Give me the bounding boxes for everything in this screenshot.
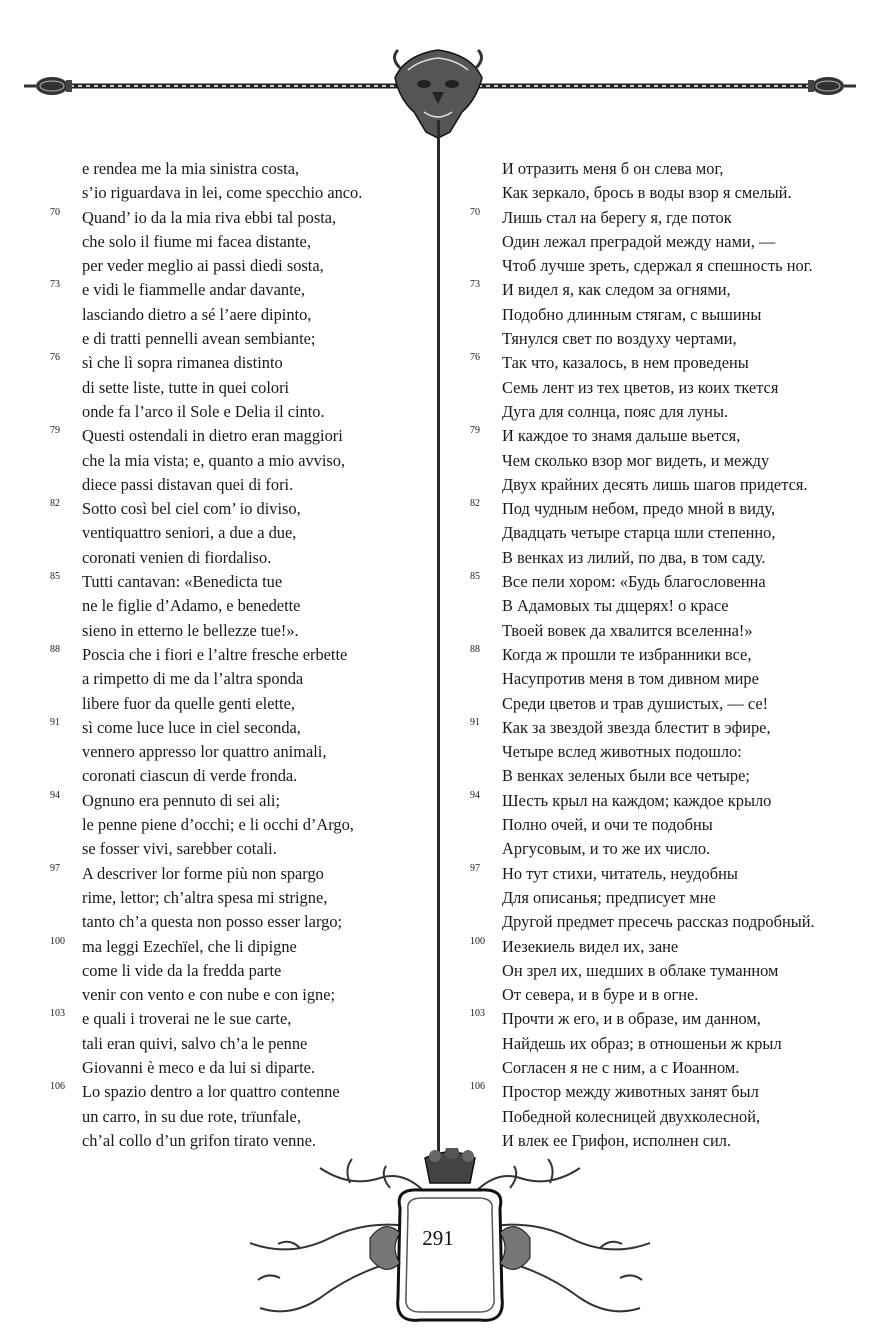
- line-number: 73: [50, 279, 60, 291]
- line-number: 94: [50, 789, 60, 801]
- russian-verse-line: [470, 400, 860, 424]
- line-number: 70: [50, 206, 60, 218]
- line-number: 88: [50, 643, 60, 655]
- verse-text: Аргусовым, и то же их число.: [502, 839, 711, 859]
- russian-verse-line: [470, 813, 860, 837]
- verse-text: Так что, казалось, в нем проведены: [502, 353, 749, 373]
- line-number: 85: [470, 571, 480, 583]
- italian-verse-line: [50, 740, 430, 764]
- italian-verse-line: [50, 473, 430, 497]
- verse-text: Но тут стихи, читатель, неудобны: [502, 863, 738, 883]
- russian-verse-line: [470, 643, 860, 667]
- line-number: 79: [470, 425, 480, 437]
- russian-verse-line: [470, 910, 860, 934]
- left-tassel-ornament: [24, 77, 72, 95]
- verse-text: Giovanni è meco e da lui si diparte.: [82, 1057, 316, 1077]
- cartouche-frame: [370, 1190, 530, 1321]
- right-tassel-ornament: [808, 77, 856, 95]
- russian-verse-line: [470, 254, 860, 278]
- russian-verse-line: [470, 303, 860, 327]
- verse-text: e rendea me la mia sinistra costa,: [82, 159, 300, 178]
- italian-verse-line: [50, 181, 430, 205]
- verse-text: ventiquattro seniori, a due a due,: [82, 523, 297, 543]
- verse-text: coronati ciascun di verde fronda.: [82, 766, 298, 786]
- russian-verse-line: [470, 1105, 860, 1129]
- verse-text: Для описанья; предписует мне: [502, 887, 716, 907]
- verse-text: tali eran quivi, salvo ch’a le penne: [82, 1033, 308, 1053]
- verse-text: От севера, и в буре и в огне.: [502, 985, 699, 1005]
- verse-text: Двадцать четыре старца шли степенно,: [502, 523, 776, 543]
- verse-text: le penne piene d’occhi; e li occhi d’Argo,: [82, 815, 354, 835]
- line-number: 82: [50, 498, 60, 510]
- russian-verse-line: [470, 473, 860, 497]
- verse-text: sieno in etterno le bellezze tue!».: [82, 620, 299, 640]
- italian-verse-line: [50, 570, 430, 594]
- russian-verse-line: [470, 181, 860, 205]
- line-number: 91: [50, 716, 60, 728]
- verse-text: Quand’ io da la mia riva ebbi tal posta,: [82, 207, 337, 227]
- russian-verse-line: [470, 521, 860, 545]
- line-number: 97: [50, 862, 60, 874]
- line-number: 79: [50, 425, 60, 437]
- verse-text: e quali i troverai ne le sue carte,: [82, 1009, 292, 1029]
- line-number: 100: [50, 935, 65, 947]
- italian-verse-line: [50, 424, 430, 448]
- verse-text: Тянулся свет по воздуху чертами,: [502, 329, 737, 349]
- verse-text: come li vide da la fredda parte: [82, 960, 282, 980]
- italian-verse-line: [50, 157, 430, 181]
- verse-text: s’io riguardava in lei, come specchio anco.: [82, 183, 363, 203]
- italian-verse-line: [50, 254, 430, 278]
- verse-text: Твоей вовек да хвалится вселенна!»: [502, 620, 753, 640]
- verse-text: Как зеркало, брось в воды взор я смелый.: [502, 183, 792, 203]
- verse-text: ne le figlie d’Adamo, e benedette: [82, 596, 301, 616]
- russian-verse-line: [470, 692, 860, 716]
- italian-verse-line: [50, 351, 430, 375]
- line-number: 91: [470, 716, 480, 728]
- russian-verse-line: [470, 424, 860, 448]
- verse-text: Простор между животных занят был: [502, 1082, 759, 1102]
- verse-text: Под чудным небом, предо мной в виду,: [502, 499, 776, 519]
- verse-text: Среди цветов и трав душистых, — се!: [502, 693, 769, 713]
- verse-text: se fosser vivi, sarebber cotali.: [82, 839, 277, 859]
- italian-verse-line: [50, 449, 430, 473]
- verse-text: di sette liste, tutte in quei colori: [82, 377, 290, 397]
- line-number: 82: [470, 498, 480, 510]
- italian-verse-line: [50, 619, 430, 643]
- verse-text: И каждое то знамя дальше вьется,: [502, 426, 741, 446]
- italian-verse-line: [50, 497, 430, 521]
- verse-text: Насупротив меня в том дивном мире: [502, 669, 759, 689]
- russian-verse-line: [470, 497, 860, 521]
- verse-text: tanto ch’a questa non posso esser largo;: [82, 912, 343, 932]
- russian-verse-line: [470, 327, 860, 351]
- italian-verse-line: [50, 1080, 430, 1104]
- italian-verse-line: [50, 643, 430, 667]
- verse-text: И влек ее Грифон, исполнен сил.: [502, 1130, 732, 1150]
- line-number: 70: [470, 206, 480, 218]
- italian-verse-line: [50, 1032, 430, 1056]
- verse-text: Lo spazio dentro a lor quattro contenne: [82, 1082, 340, 1102]
- verse-text: che solo il fiume mi facea distante,: [82, 231, 311, 251]
- italian-verse-line: [50, 206, 430, 230]
- italian-verse-line: [50, 862, 430, 886]
- verse-text: Ognuno era pennuto di sei ali;: [82, 790, 281, 810]
- verse-text: Как за звездой звезда блестит в эфире,: [502, 717, 771, 737]
- italian-verse-line: [50, 1007, 430, 1031]
- italian-verse-line: [50, 594, 430, 618]
- italian-verse-line: [50, 303, 430, 327]
- italian-verse-line: [50, 327, 430, 351]
- verse-text: Чтоб лучше зреть, сдержал я спешность ног.: [502, 256, 813, 276]
- line-number: 100: [470, 935, 485, 947]
- italian-verse-line: [50, 886, 430, 910]
- russian-verse-line: [470, 376, 860, 400]
- verse-text: Дуга для солнца, пояс для луны.: [502, 401, 729, 421]
- verse-text: Чем сколько взор мог видеть, и между: [502, 450, 770, 470]
- verse-text: a rimpetto di me da l’altra sponda: [82, 669, 304, 689]
- italian-verse-line: [50, 983, 430, 1007]
- page-number: 291: [422, 1226, 454, 1250]
- russian-verse-line: [470, 278, 860, 302]
- verse-text: Он зрел их, шедших в облаке туманном: [502, 960, 779, 980]
- italian-verse-line: [50, 764, 430, 788]
- line-number: 76: [50, 352, 60, 364]
- verse-text: И видел я, как следом за огнями,: [502, 280, 731, 300]
- italian-verse-line: [50, 837, 430, 861]
- line-number: 88: [470, 643, 480, 655]
- line-number: 85: [50, 571, 60, 583]
- italian-verse-line: [50, 1056, 430, 1080]
- verse-text: Четыре вслед животных подошло:: [502, 742, 742, 762]
- verse-text: Полно очей, и очи те подобны: [502, 815, 713, 835]
- verse-text: В венках зеленых были все четыре;: [502, 766, 750, 786]
- russian-verse-line: [470, 789, 860, 813]
- italian-verse-line: [50, 1105, 430, 1129]
- russian-column: [470, 157, 860, 1153]
- russian-verse-line: [470, 740, 860, 764]
- italian-verse-line: [50, 230, 430, 254]
- verse-text: un carro, in su due rote, trïunfale,: [82, 1106, 301, 1126]
- verse-text: Иезекиель видел их, зане: [502, 936, 679, 956]
- italian-verse-line: [50, 910, 430, 934]
- verse-text: e di tratti pennelli avean sembiante;: [82, 329, 316, 349]
- russian-verse-line: [470, 206, 860, 230]
- verse-text: lasciando dietro a sé l’aere dipinto,: [82, 304, 312, 324]
- russian-verse-line: [470, 1032, 860, 1056]
- russian-verse-line: [470, 862, 860, 886]
- line-number: 106: [50, 1081, 65, 1093]
- italian-verse-line: [50, 716, 430, 740]
- italian-verse-line: [50, 935, 430, 959]
- verse-text: Tutti cantavan: «Benedicta tue: [82, 572, 283, 592]
- russian-verse-line: [470, 886, 860, 910]
- russian-verse-line: [470, 959, 860, 983]
- verse-text: sì che lì sopra rimanea distinto: [82, 353, 283, 373]
- italian-verse-line: [50, 789, 430, 813]
- verse-text: rime, lettor; ch’altra spesa mi strigne,: [82, 887, 328, 907]
- italian-verse-line: [50, 692, 430, 716]
- russian-verse-line: [470, 1056, 860, 1080]
- russian-verse-line: [470, 764, 860, 788]
- line-number: 76: [470, 352, 480, 364]
- russian-verse-line: [470, 546, 860, 570]
- russian-verse-line: [470, 667, 860, 691]
- verse-text: Когда ж прошли те избранники все,: [502, 644, 752, 664]
- russian-verse-line: [470, 935, 860, 959]
- line-number: 94: [470, 789, 480, 801]
- russian-verse-line: [470, 570, 860, 594]
- verse-text: sì come luce luce in ciel seconda,: [82, 717, 301, 737]
- verse-text: Прочти ж его, и в образе, им данном,: [502, 1009, 761, 1029]
- line-number: 97: [470, 862, 480, 874]
- verse-text: Poscia che i fiori e l’altre fresche erbette: [82, 644, 348, 664]
- verse-text: В Адамовых ты дщерях! о красе: [502, 596, 729, 616]
- verse-text: Победной колесницей двухколесной,: [502, 1106, 761, 1126]
- verse-text: libere fuor da quelle genti elette,: [82, 693, 295, 713]
- verse-text: Двух крайних десять лишь шагов придется.: [502, 474, 808, 494]
- russian-verse-line: [470, 594, 860, 618]
- russian-verse-line: [470, 351, 860, 375]
- verse-text: Подобно длинным стягам, с вышины: [502, 304, 762, 324]
- verse-text: Sotto così bel ciel com’ io diviso,: [82, 499, 301, 519]
- line-number: 106: [470, 1081, 485, 1093]
- flower-basket-ornament: [425, 1148, 475, 1183]
- verse-text: diece passi distavan quei di fori.: [82, 474, 294, 494]
- verse-text: per veder meglio ai passi diedi sosta,: [82, 256, 324, 276]
- verse-text: onde fa l’arco il Sole e Delia il cinto.: [82, 401, 325, 421]
- italian-verse-line: [50, 959, 430, 983]
- russian-verse-line: [470, 619, 860, 643]
- italian-verse-line: [50, 376, 430, 400]
- verse-text: Семь лент из тех цветов, из коих ткется: [502, 377, 779, 397]
- russian-verse-line: [470, 157, 860, 181]
- russian-verse-line: [470, 837, 860, 861]
- verse-text: Один лежал преградой между нами, —: [502, 231, 776, 251]
- italian-verse-line: [50, 667, 430, 691]
- verse-text: Questi ostendali in dietro eran maggiori: [82, 426, 343, 446]
- italian-verse-line: [50, 400, 430, 424]
- verse-text: coronati venien di fiordaliso.: [82, 547, 272, 567]
- top-ornament: [0, 0, 880, 170]
- italian-verse-line: [50, 521, 430, 545]
- verse-text: Лишь стал на берегу я, где поток: [502, 207, 732, 227]
- verse-text: A descriver lor forme più non spargo: [82, 863, 324, 883]
- center-divider: [437, 120, 440, 1160]
- verse-text: vennero appresso lor quattro animali,: [82, 742, 327, 762]
- russian-verse-line: [470, 230, 860, 254]
- line-number: 103: [470, 1008, 485, 1020]
- verse-text: И отразить меня б он слева мог,: [502, 159, 724, 178]
- russian-verse-line: [470, 1007, 860, 1031]
- verse-text: ch’al collo d’un grifon tirato venne.: [82, 1130, 316, 1150]
- verse-text: В венках из лилий, по два, в том саду.: [502, 547, 766, 567]
- verse-text: e vidi le fiammelle andar davante,: [82, 280, 305, 300]
- russian-verse-line: [470, 716, 860, 740]
- italian-verse-line: [50, 278, 430, 302]
- verse-text: Все пели хором: «Будь благословенна: [502, 572, 766, 592]
- verse-text: ma leggi Ezechïel, che li dipigne: [82, 936, 297, 956]
- verse-text: Другой предмет пресечь рассказ подробный.: [502, 912, 815, 932]
- russian-verse-line: [470, 449, 860, 473]
- verse-text: Найдешь их образ; в отношеньи ж крыл: [502, 1033, 782, 1053]
- italian-column: [50, 157, 430, 1153]
- italian-verse-line: [50, 813, 430, 837]
- verse-text: che la mia vista; e, quanto a mio avviso,: [82, 450, 346, 470]
- verse-text: venir con vento e con nube e con igne;: [82, 985, 336, 1005]
- verse-text: Согласен я не с ним, а с Иоанном.: [502, 1057, 740, 1077]
- verse-text: Шесть крыл на каждом; каждое крыло: [502, 790, 772, 810]
- italian-verse-line: [50, 546, 430, 570]
- russian-verse-line: [470, 1080, 860, 1104]
- russian-verse-line: [470, 983, 860, 1007]
- line-number: 103: [50, 1008, 65, 1020]
- line-number: 73: [470, 279, 480, 291]
